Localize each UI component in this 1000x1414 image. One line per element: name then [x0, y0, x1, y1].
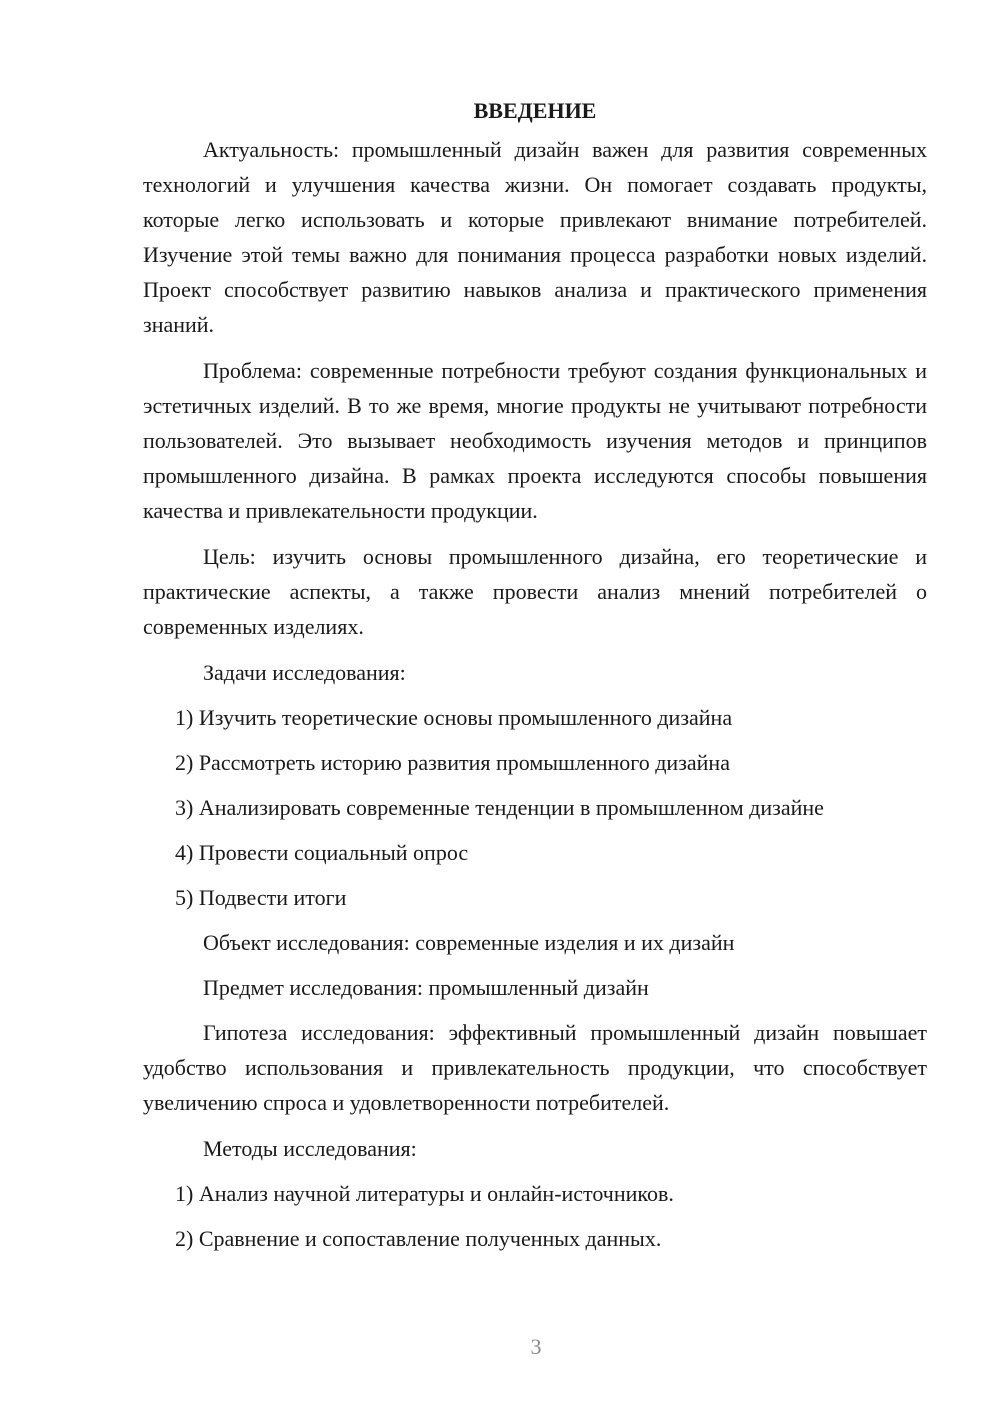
hypothesis-paragraph: Гипотеза исследования: эффективный промышленный дизайн повышает удобство использования и привлекательность продукции, что способствует увеличению спроса и удовлетворенности потребителей. [143, 1020, 927, 1115]
problem-paragraph: Проблема: современные потребности требуют создания функциональных и эстетичных изделий. В то же время, многие продукты не учитывают потребности пользователей. Это вызывает необходимость изучения методов и принципов промышленного дизайна. В рамках проекта исследуются способы повышения качества и привлекательности продукции. [143, 358, 927, 523]
research-object: Объект исследования: современные изделия и их дизайн [203, 930, 735, 955]
tasks-list [143, 700, 927, 915]
page-title: ВВЕДЕНИЕ [473, 98, 597, 123]
methods-title: Методы исследования: [203, 1136, 417, 1161]
page-number: 3 [530, 1334, 542, 1359]
document-page [143, 96, 927, 1266]
list-item: 4) Провести социальный опрос [175, 840, 469, 865]
list-item: 1) Изучить теоретические основы промышленного дизайна [175, 705, 733, 730]
methods-list [143, 1176, 927, 1256]
list-item: 3) Анализировать современные тенденции в промышленном дизайне [175, 795, 824, 820]
relevance-paragraph: Актуальность: промышленный дизайн важен для развития современных технологий и улучшения качества жизни. Он помогает создавать продукты, которые легко использовать и которые привлекают внимание потребителей. Изучение этой темы важно для понимания процесса разработки новых изделий. Проект способствует развитию навыков анализа и практического применения знаний. [143, 137, 927, 337]
list-item: 2) Сравнение и сопоставление полученных данных. [175, 1226, 662, 1251]
list-item: 2) Рассмотреть историю развития промышленного дизайна [175, 750, 730, 775]
goal-paragraph: Цель: изучить основы промышленного дизайна, его теоретические и практические аспекты, а также провести анализ мнений потребителей о современных изделиях. [143, 544, 927, 639]
list-item: 1) Анализ научной литературы и онлайн-источников. [175, 1181, 674, 1206]
research-subject: Предмет исследования: промышленный дизайн [203, 975, 649, 1000]
tasks-title: Задачи исследования: [203, 660, 406, 685]
list-item: 5) Подвести итоги [175, 885, 347, 910]
